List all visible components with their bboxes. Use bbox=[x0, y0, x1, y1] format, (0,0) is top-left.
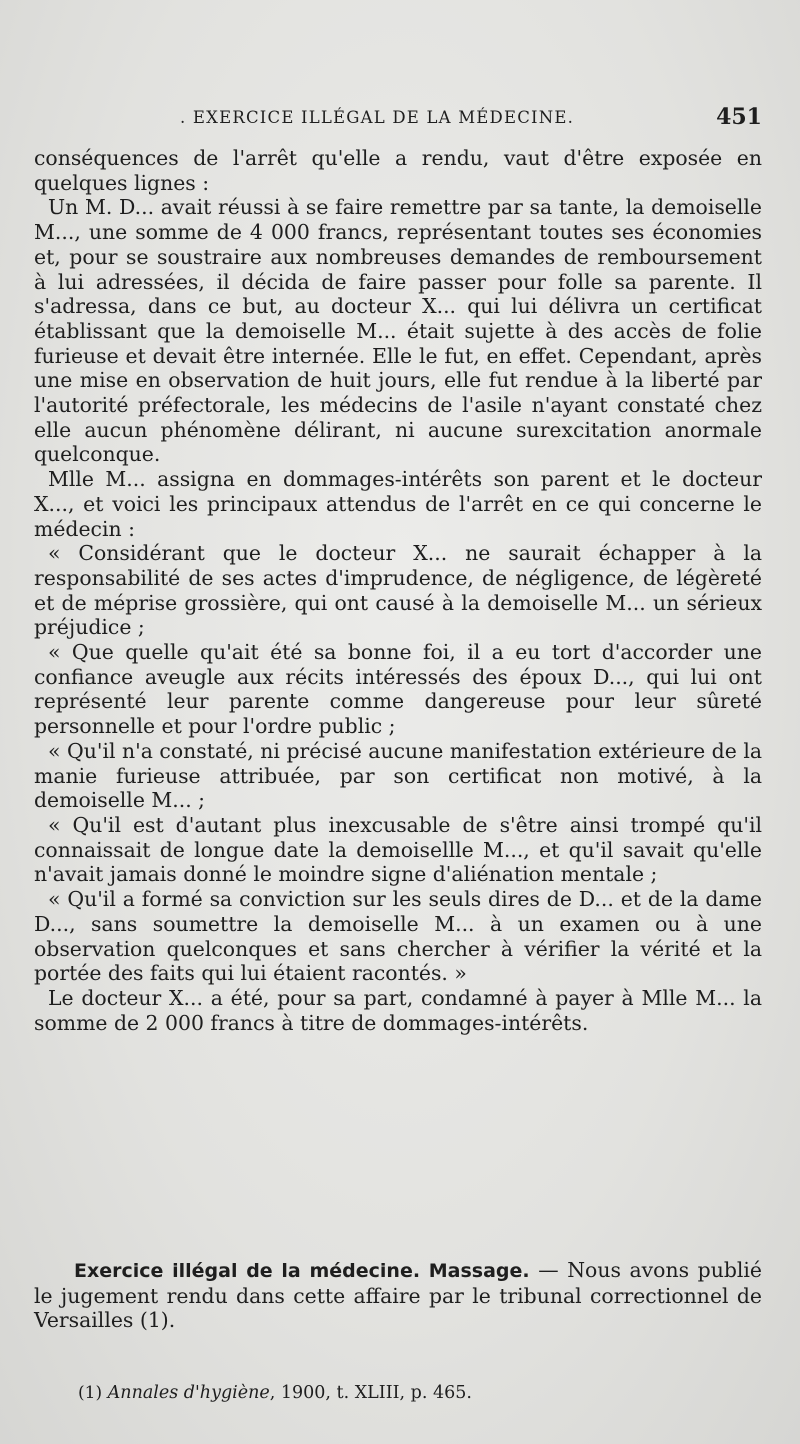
paragraph: « Qu'il a formé sa conviction sur les seuls dires de D... et de la dame D..., sans soumettre la demoiselle M... à un examen ou à une observation quelconques et sans chercher à vérifier la vérité et la portée des faits qui lui étaient racontés. » bbox=[34, 887, 762, 986]
paragraph: « Considérant que le docteur X... ne saurait échapper à la responsabilité de ses actes d'imprudence, de négligence, de légèreté et de méprise grossière, qui ont causé à la demoiselle M... un sérieux préjudice ; bbox=[34, 541, 762, 640]
paragraph: « Qu'il n'a constaté, ni précisé aucune manifestation extérieure de la manie furieuse attribuée, par son certificat non motivé, à la demoiselle M... ; bbox=[34, 738, 762, 813]
section-heading: Exercice illégal de la médecine. Massage. bbox=[74, 1260, 530, 1282]
section-massage bbox=[34, 1258, 762, 1333]
footnote-marker: (1) bbox=[78, 1383, 103, 1403]
paragraph: Le docteur X... a été, pour sa part, condamné à payer à Mlle M... la somme de 2 000 francs à titre de dommages-intérêts. bbox=[34, 985, 762, 1035]
footnote bbox=[78, 1382, 758, 1404]
section-text: Nous avons publié le jugement rendu dans cette affaire par le tribunal correctionnel de Versailles bbox=[34, 1258, 762, 1333]
paragraph: Mlle M... assigna en dommages-intérêts son parent et le docteur X..., et voici les principaux attendus de l'arrêt en ce qui concerne le médecin : bbox=[34, 467, 762, 541]
section-end: . bbox=[168, 1308, 176, 1333]
running-title: . EXERCICE ILLÉGAL DE LA MÉDECINE. bbox=[180, 108, 575, 127]
footnote-journal: Annales d'hygiène bbox=[107, 1383, 270, 1403]
page-number: 451 bbox=[716, 104, 762, 130]
paragraph: Un M. D... avait réussi à se faire remettre par sa tante, la demoiselle M..., une somme de 4 000 francs, représentant toutes ses économies et, pour se soustraire aux nombreuses demandes de remboursement à lui adressées, il décida de faire passer pour folle sa parente. Il s'adressa, dans ce but, au docteur X... qui lui délivra un certificat établissant que la demoiselle M... était sujette à des accès de folie furieuse et devait être internée. Elle le fut, en effet. Cependant, après une mise en observation de huit jours, elle fut rendue à la liberté par l'autorité préfectorale, les médecins de l'asile n'ayant constaté chez elle aucun phénomène délirant, ni aucune surexcitation anormale quelconque. bbox=[34, 195, 762, 467]
footnote-details: , 1900, t. XLIII, p. 465. bbox=[269, 1383, 472, 1403]
section-paragraph bbox=[34, 1258, 762, 1333]
page-header bbox=[0, 104, 800, 136]
paragraph: conséquences de l'arrêt qu'elle a rendu, vaut d'être exposée en quelques lignes : bbox=[34, 146, 762, 195]
paragraph: « Que quelle qu'ait été sa bonne foi, il a eu tort d'accorder une confiance aveugle aux récits intéressés des époux D..., qui lui ont représenté leur parente comme dangereuse pour leur sûreté personnelle et pour l'ordre public ; bbox=[34, 640, 762, 739]
main-text bbox=[34, 146, 762, 1035]
section-dash: — bbox=[529, 1258, 568, 1282]
paragraph: « Qu'il est d'autant plus inexcusable de s'être ainsi trompé qu'il connaissait de longue date la demoisellle M..., et qu'il savait qu'elle n'avait jamais donné le moindre signe d'aliénation mentale ; bbox=[34, 812, 762, 887]
footnote-reference[interactable]: (1) bbox=[139, 1308, 169, 1333]
